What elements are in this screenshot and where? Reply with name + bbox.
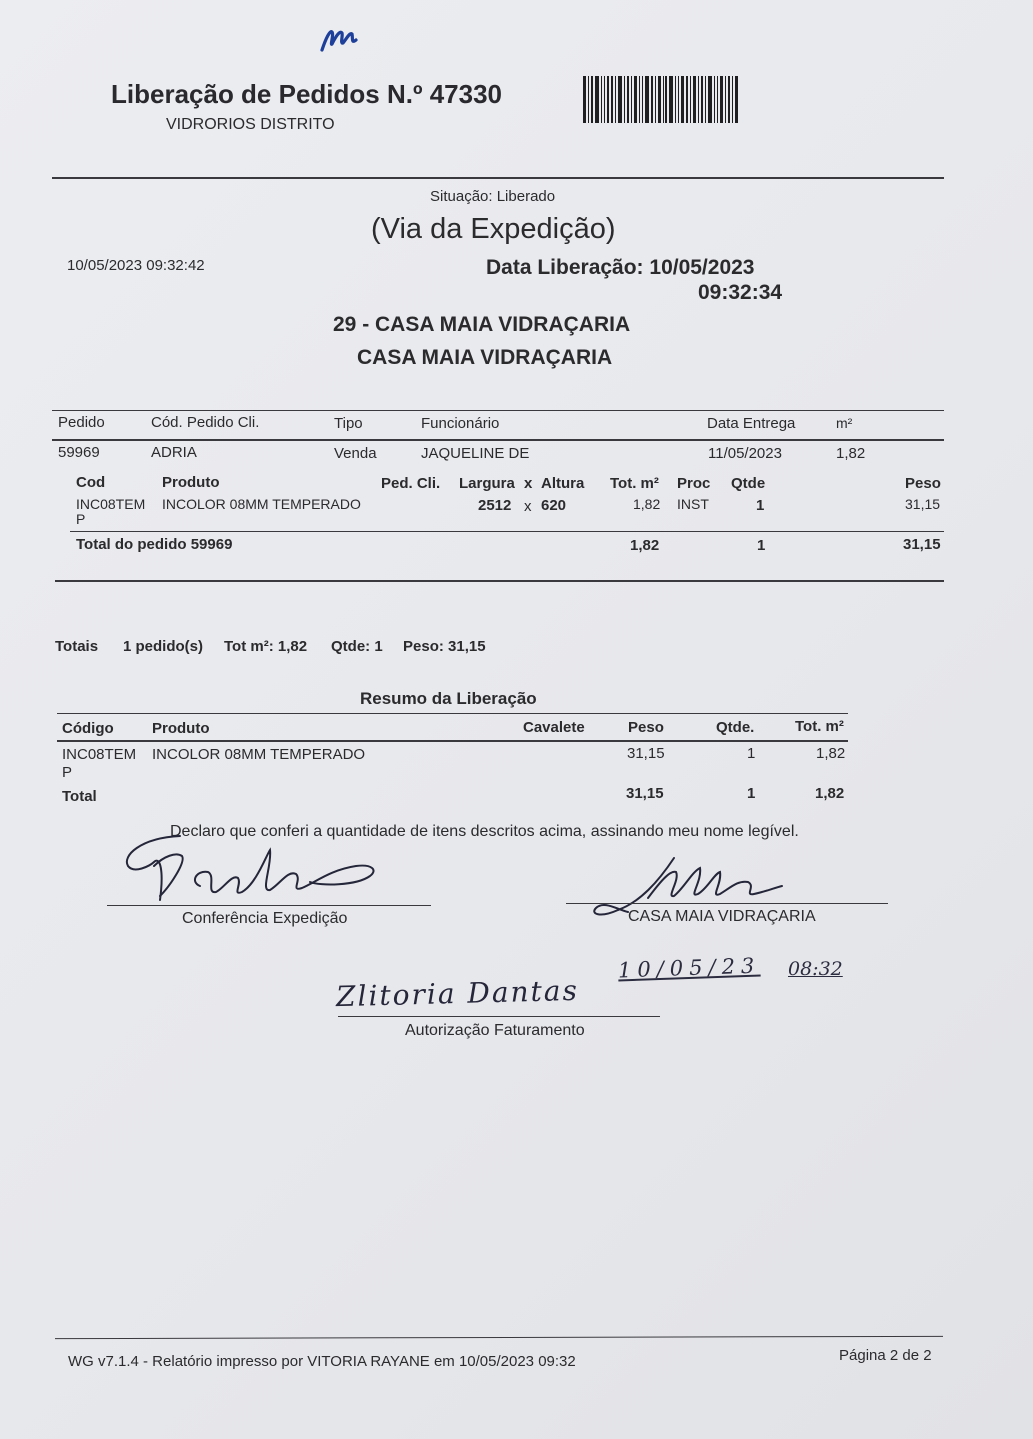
order-table-top-rule: [52, 410, 944, 411]
resumo-codigo-line1: INC08TEM: [62, 746, 137, 763]
item-header-ped-cli: Ped. Cli.: [381, 475, 441, 492]
resumo-produto: INCOLOR 08MM TEMPERADO: [152, 746, 366, 763]
resumo-header-cavalete: Cavalete: [523, 719, 585, 736]
totals-label: Totais: [55, 638, 99, 655]
resumo-title: Resumo da Liberação: [360, 689, 537, 708]
resumo-total-label: Total: [62, 788, 97, 805]
company-name: VIDRORIOS DISTRITO: [166, 116, 335, 133]
item-x: x: [524, 498, 532, 515]
release-date: Data Liberação: 10/05/2023: [486, 256, 755, 279]
col-header-funcionario: Funcionário: [421, 415, 500, 432]
resumo-qtde: 1: [747, 745, 756, 762]
signature-autorizacao: Zlitoria Dantas: [335, 973, 580, 1014]
resumo-header-codigo: Código: [62, 720, 114, 737]
cliente-signature-label: CASA MAIA VIDRAÇARIA: [628, 908, 816, 925]
signature-line-cliente: [566, 903, 888, 904]
handwritten-date: 10/05/23: [617, 953, 761, 983]
order-total-qtde: 1: [757, 537, 766, 554]
status-text: Situação: Liberado: [430, 188, 556, 205]
col-header-pedido: Pedido: [58, 414, 105, 431]
item-header-qtde: Qtde: [731, 475, 766, 492]
header-divider: [52, 177, 944, 179]
order-funcionario: JAQUELINE DE: [421, 445, 530, 462]
client-name-line2: CASA MAIA VIDRAÇARIA: [357, 346, 613, 369]
barcode: [583, 76, 740, 123]
item-header-tot-m2: Tot. m²: [610, 475, 659, 492]
item-header-produto: Produto: [162, 474, 220, 491]
order-total-rule: [70, 531, 944, 532]
resumo-total-qtde: 1: [747, 785, 756, 802]
col-header-data-entrega: Data Entrega: [707, 415, 796, 432]
resumo-header-produto: Produto: [152, 720, 210, 737]
conferencia-label: Conferência Expedição: [182, 910, 348, 927]
col-header-tipo: Tipo: [334, 415, 363, 432]
document-title: Liberação de Pedidos N.º 47330: [111, 79, 502, 109]
item-peso: 31,15: [905, 496, 941, 512]
resumo-total-tot-m2: 1,82: [815, 785, 845, 802]
item-header-largura: Largura: [459, 475, 515, 492]
item-largura: 2512: [478, 497, 512, 514]
item-produto: INCOLOR 08MM TEMPERADO: [162, 496, 361, 512]
release-time: 09:32:34: [698, 281, 783, 304]
totals-peso: Peso: 31,15: [403, 638, 486, 655]
item-proc: INST: [677, 496, 709, 512]
totals-pedidos: 1 pedido(s): [123, 638, 204, 655]
item-header-proc: Proc: [677, 475, 711, 492]
resumo-header-tot-m2: Tot. m²: [795, 718, 844, 735]
order-total-peso: 31,15: [903, 536, 941, 553]
via-label: (Via da Expedição): [371, 213, 616, 245]
item-altura: 620: [541, 497, 567, 514]
item-header-x: x: [524, 475, 533, 492]
resumo-header-rule: [57, 740, 848, 742]
footer-rule: [55, 1336, 943, 1339]
resumo-codigo-line2: P: [62, 764, 73, 781]
totals-qtde: Qtde: 1: [331, 638, 383, 655]
signature-conferencia: [120, 826, 390, 910]
order-table-header-rule: [52, 439, 944, 441]
order-pedido: 59969: [58, 444, 100, 461]
resumo-tot-m2: 1,82: [816, 745, 846, 762]
autorizacao-label: Autorização Faturamento: [405, 1022, 585, 1039]
item-qtde: 1: [756, 497, 765, 514]
item-header-altura: Altura: [541, 475, 585, 492]
order-table-bottom-rule: [55, 580, 944, 582]
item-cod-line1: INC08TEM: [76, 496, 146, 512]
resumo-total-peso: 31,15: [626, 785, 664, 802]
order-data-entrega: 11/05/2023: [708, 445, 782, 462]
declaration-text: Declaro que conferi a quantidade de itens descritos acima, assinando meu nome legível.: [170, 823, 799, 840]
item-header-cod: Cod: [76, 474, 106, 491]
col-header-cod-pedido-cli: Cód. Pedido Cli.: [151, 414, 260, 431]
handwritten-time: 08:32: [788, 958, 843, 980]
resumo-peso: 31,15: [627, 745, 665, 762]
signature-line-autorizacao: [338, 1016, 660, 1017]
resumo-header-qtde: Qtde.: [716, 719, 755, 736]
order-cod-pedido-cli: ADRIA: [151, 444, 197, 461]
printed-datetime: 10/05/2023 09:32:42: [67, 257, 205, 274]
item-tot-m2: 1,82: [633, 496, 661, 512]
resumo-header-peso: Peso: [628, 719, 664, 736]
order-tipo: Venda: [334, 445, 377, 462]
order-m2: 1,82: [836, 445, 866, 462]
item-header-peso: Peso: [905, 475, 941, 492]
order-total-label: Total do pedido 59969: [76, 536, 233, 553]
item-cod-line2: P: [76, 511, 86, 527]
signature-line-conferencia: [107, 905, 431, 906]
footer-report-info: WG v7.1.4 - Relatório impresso por VITORIA RAYANE em 10/05/2023 09:32: [68, 1353, 576, 1370]
col-header-m2: m²: [836, 415, 853, 431]
resumo-top-rule: [57, 713, 848, 714]
handwritten-initial-mark: [318, 24, 362, 54]
order-total-tot-m2: 1,82: [630, 537, 660, 554]
footer-page-number: Página 2 de 2: [839, 1347, 932, 1364]
client-name-line1: 29 - CASA MAIA VIDRAÇARIA: [333, 313, 631, 336]
totals-tot-m2: Tot m²: 1,82: [224, 638, 308, 655]
